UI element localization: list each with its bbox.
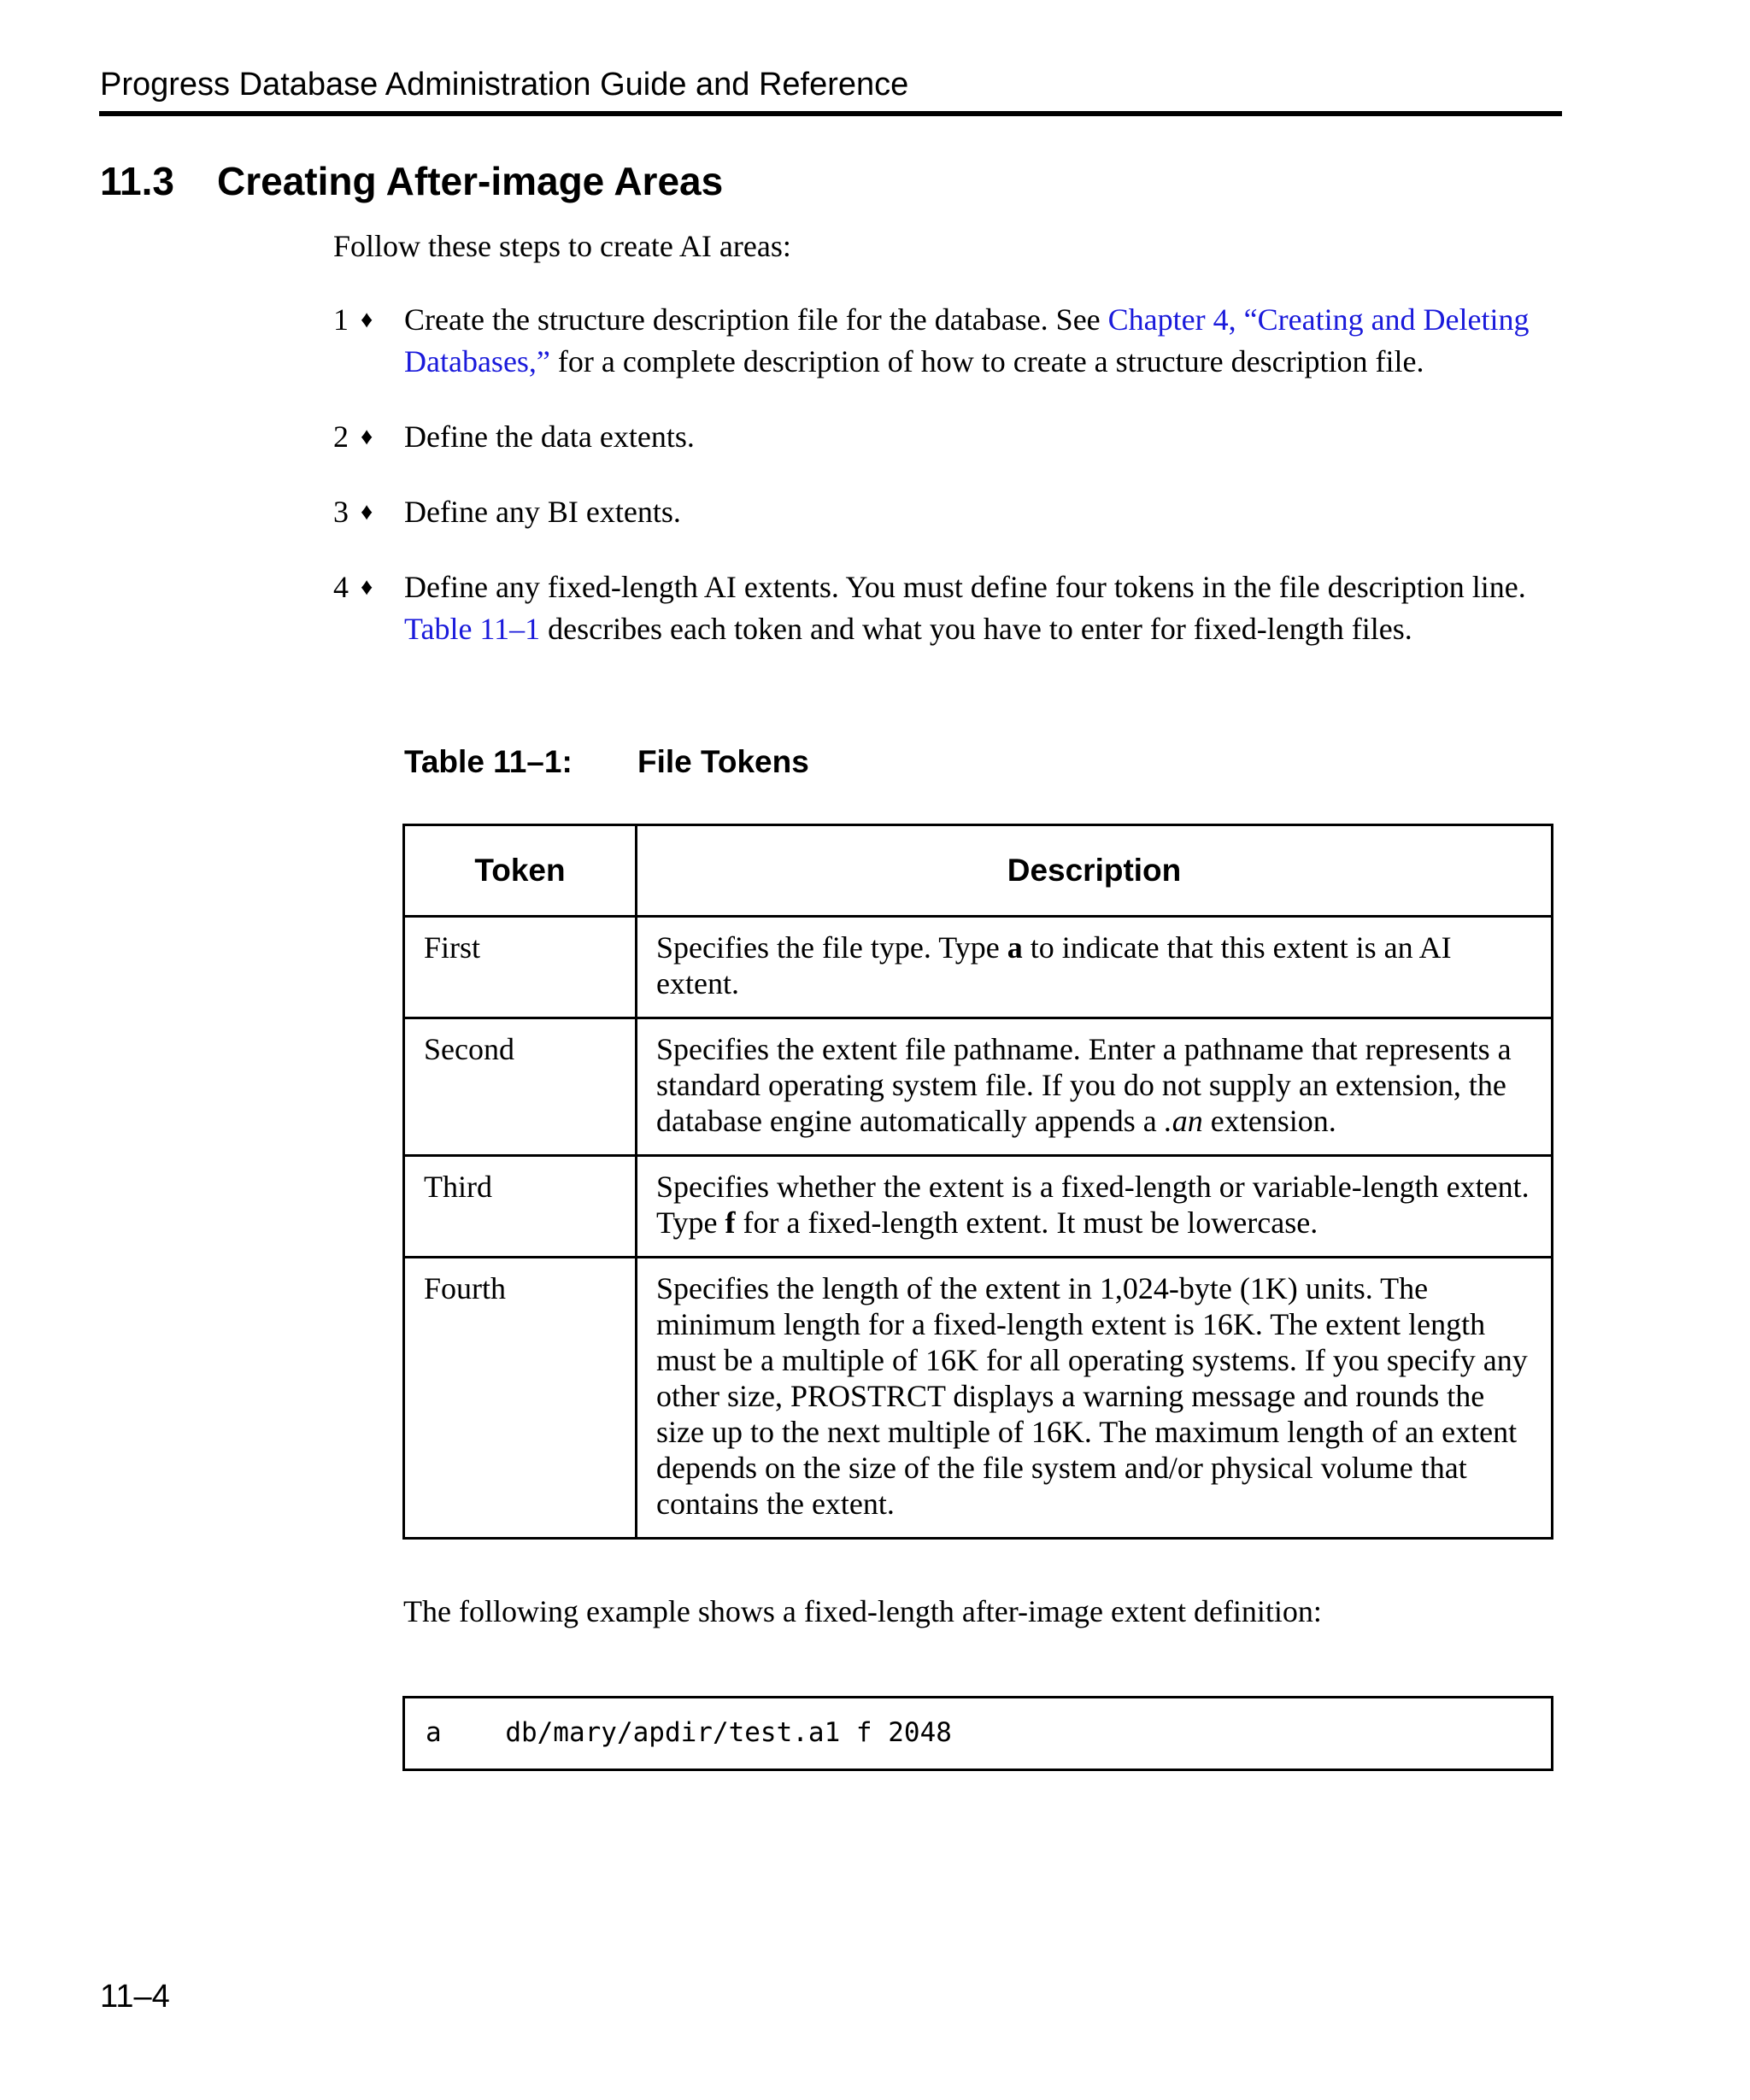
step-text: Define any fixed-length AI extents. You must define four tokens in the file description line. xyxy=(404,570,1526,604)
diamond-bullet-icon: ♦ xyxy=(361,574,373,601)
header-rule xyxy=(99,111,1562,116)
section-number: 11.3 xyxy=(100,159,174,203)
intro-paragraph: Follow these steps to create AI areas: xyxy=(333,229,791,263)
page-number: 11–4 xyxy=(100,1979,170,2015)
token-cell: First xyxy=(404,917,637,1018)
description-text: Specifies whether the extent is a fixed-length or variable-length extent. Type xyxy=(656,1170,1530,1240)
step-3 xyxy=(333,491,1564,533)
diamond-bullet-icon: ♦ xyxy=(361,424,373,450)
token-cell: Second xyxy=(404,1018,637,1156)
step-text: describes each token and what you have to enter for fixed-length files. xyxy=(540,612,1412,646)
step-text: Define any BI extents. xyxy=(404,495,681,529)
description-text: Specifies the file type. Type xyxy=(656,930,1007,965)
token-cell: Third xyxy=(404,1156,637,1258)
file-tokens-table xyxy=(402,824,1553,1540)
chapter-4-link[interactable]: Chapter 4, “Creating and Deleting Databases,” xyxy=(404,302,1530,378)
table-caption xyxy=(404,743,809,781)
diamond-bullet-icon: ♦ xyxy=(361,499,373,525)
description-italic-text: .an xyxy=(1164,1104,1203,1138)
description-bold-text: a xyxy=(1007,930,1023,965)
table-caption-title: File Tokens xyxy=(637,744,809,779)
description-cell xyxy=(637,1156,1553,1258)
description-text: for a fixed-length extent. It must be lowercase. xyxy=(735,1205,1318,1240)
column-header-token: Token xyxy=(404,825,637,917)
description-bold-text: f xyxy=(725,1205,736,1240)
example-paragraph: The following example shows a fixed-length after-image extent definition: xyxy=(403,1594,1322,1628)
steps-list xyxy=(333,299,1564,683)
table-caption-label: Table 11–1: xyxy=(404,744,573,779)
diamond-bullet-icon: ♦ xyxy=(361,307,373,333)
description-cell: Specifies the length of the extent in 1,024-byte (1K) units. The minimum length for a fixed-length extent is 16K. The extent length must be a multiple of 16K for all operating systems. If you specify any other size, PROSTRCT displays a warning message and rounds the size up to the next multiple of 16K. The maximum length of an extent depends on the size of the file system and/or physical volume that contains the extent. xyxy=(637,1258,1553,1539)
section-title: Creating After-image Areas xyxy=(217,159,724,203)
step-number: 2 xyxy=(333,419,349,454)
table-header-row xyxy=(404,825,1553,917)
section-heading xyxy=(100,159,723,204)
running-head: Progress Database Administration Guide and Reference xyxy=(100,67,909,103)
description-cell xyxy=(637,917,1553,1018)
step-1 xyxy=(333,299,1564,383)
description-text: Specifies the extent file pathname. Enter a pathname that represents a standard operating system file. If you do not supply an extension, the database engine automatically appends a xyxy=(656,1032,1512,1138)
table-row xyxy=(404,917,1553,1018)
code-example-box xyxy=(402,1696,1553,1771)
code-example: a db/mary/apdir/test.a1 f 2048 xyxy=(426,1717,952,1748)
step-number: 4 xyxy=(333,570,349,604)
step-number: 1 xyxy=(333,302,349,337)
token-cell: Fourth xyxy=(404,1258,637,1539)
table-row xyxy=(404,1156,1553,1258)
step-text: Create the structure description file for the database. See xyxy=(404,302,1108,337)
table-11-1-link[interactable]: Table 11–1 xyxy=(404,612,541,646)
column-header-description: Description xyxy=(637,825,1553,917)
description-text: extension. xyxy=(1202,1104,1336,1138)
description-cell xyxy=(637,1018,1553,1156)
description-text: to indicate that this extent is an AI extent. xyxy=(656,930,1452,1000)
step-2 xyxy=(333,416,1564,458)
table-row xyxy=(404,1258,1553,1539)
step-number: 3 xyxy=(333,495,349,529)
table-row xyxy=(404,1018,1553,1156)
step-text: for a complete description of how to create a structure description file. xyxy=(549,344,1424,378)
step-text: Define the data extents. xyxy=(404,419,695,454)
step-4 xyxy=(333,566,1564,650)
